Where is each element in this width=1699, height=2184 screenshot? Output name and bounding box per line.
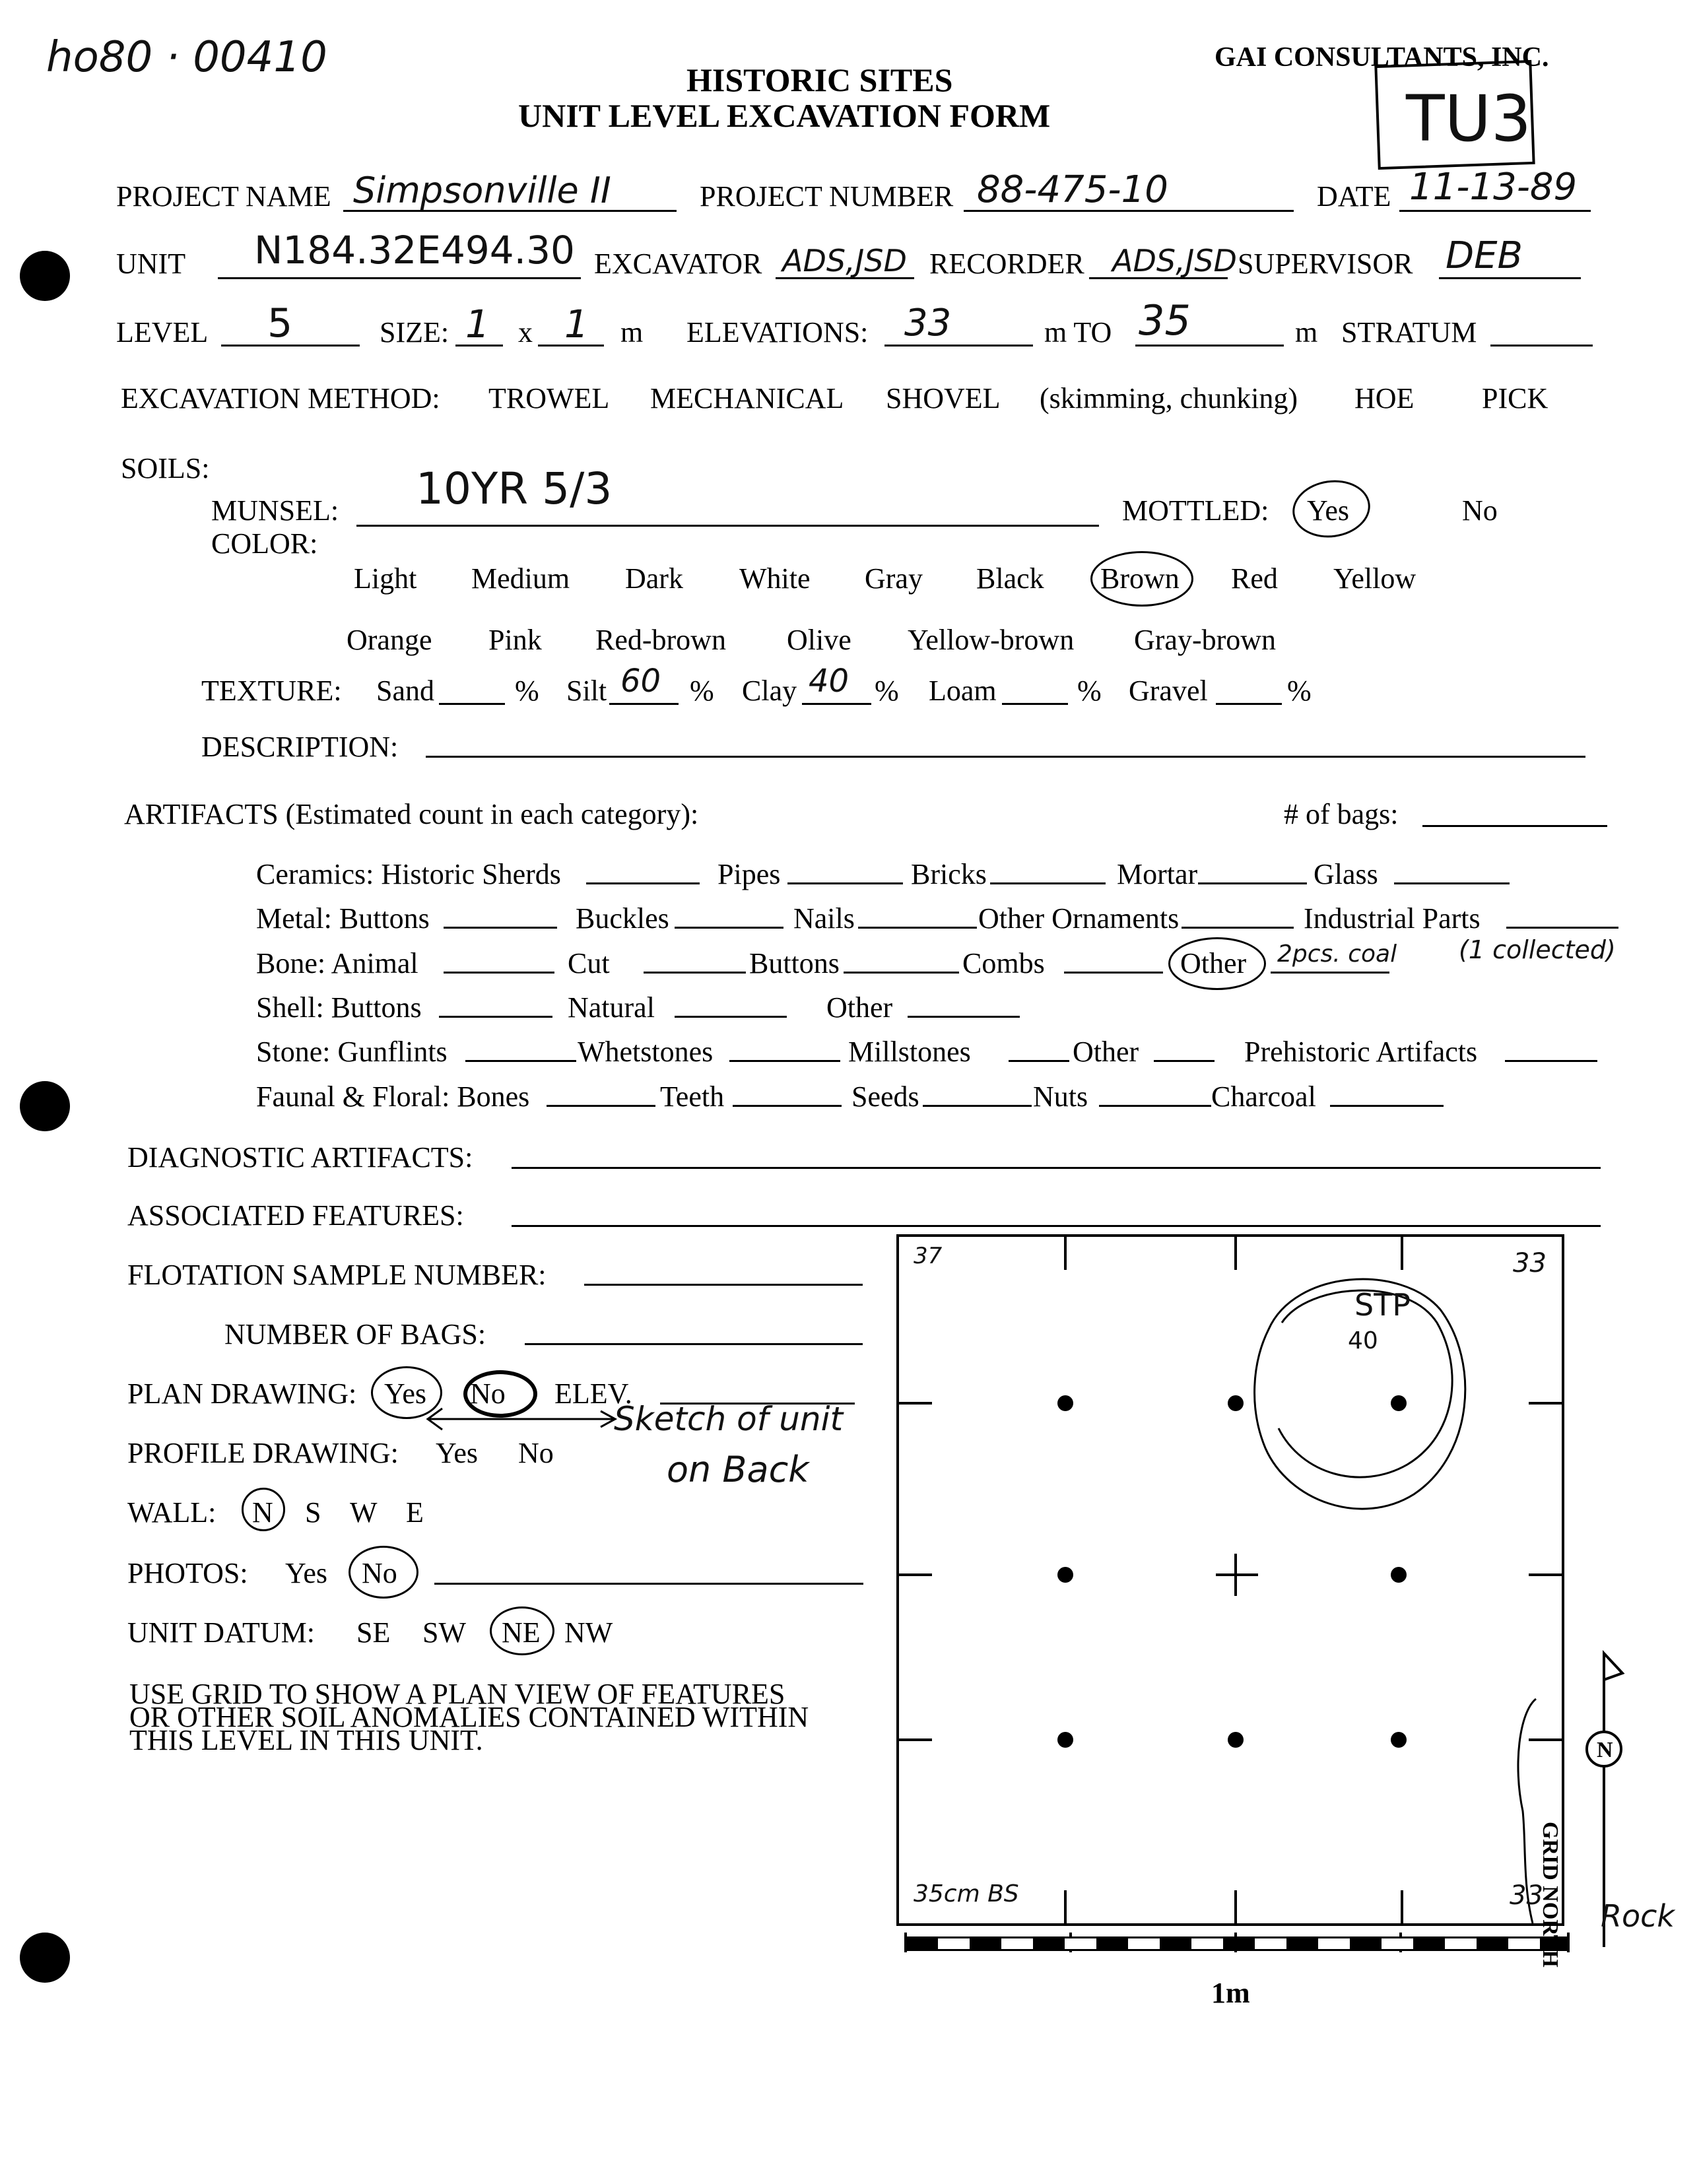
blank-line — [439, 1016, 552, 1018]
number-of-bags-line — [525, 1343, 863, 1345]
diagnostic-line — [512, 1167, 1601, 1169]
size-b-value[interactable]: 1 — [564, 302, 589, 347]
blank-line — [1154, 1060, 1215, 1062]
silt-line — [609, 703, 679, 705]
unit-value[interactable]: N184.32E494.30 — [254, 228, 575, 273]
blank-line — [908, 1016, 1020, 1018]
soils-label: SOILS: — [121, 452, 210, 484]
plan-no[interactable]: No — [470, 1377, 506, 1410]
faunal-seeds: Seeds — [851, 1080, 919, 1113]
size-a-value[interactable]: 1 — [465, 302, 490, 347]
form-title-line1: HISTORIC SITES — [686, 61, 953, 98]
grid-nw-elev: 37 — [914, 1243, 943, 1269]
color-pink[interactable]: Pink — [488, 624, 542, 656]
datum-se[interactable]: SE — [356, 1616, 391, 1649]
color-olive[interactable]: Olive — [787, 624, 851, 656]
wall-e[interactable]: E — [406, 1496, 424, 1529]
munsel-line — [356, 525, 1099, 527]
texture-sand: Sand — [376, 675, 434, 707]
blank-line — [787, 882, 903, 884]
description-line — [426, 756, 1585, 758]
project-name-value[interactable]: Simpsonville II — [353, 170, 611, 211]
stp-label: STP — [1354, 1287, 1411, 1323]
mottled-no[interactable]: No — [1462, 494, 1498, 527]
color-dark[interactable]: Dark — [625, 562, 683, 595]
blank-line — [1394, 882, 1510, 884]
blank-line — [923, 1105, 1032, 1107]
method-hoe[interactable]: HOE — [1354, 382, 1415, 414]
color-white[interactable]: White — [739, 562, 811, 595]
instructions-line2: OR OTHER SOIL ANOMALIES CONTAINED WITHIN — [129, 1701, 809, 1733]
plan-drawing-label: PLAN DRAWING: — [127, 1377, 357, 1410]
munsel-label: MUNSEL: — [211, 494, 339, 527]
gravel-line — [1216, 703, 1282, 705]
wall-n[interactable]: N — [252, 1496, 273, 1529]
color-yellow[interactable]: Yellow — [1333, 562, 1416, 595]
wall-label: WALL: — [127, 1496, 217, 1529]
pct: % — [515, 675, 539, 707]
stone-gunflints: Stone: Gunflints — [256, 1036, 448, 1068]
blank-line — [1009, 1060, 1069, 1062]
ceramics-bricks: Bricks — [911, 858, 987, 890]
method-mechanical[interactable]: MECHANICAL — [650, 382, 844, 414]
color-gray-brown[interactable]: Gray-brown — [1134, 624, 1277, 656]
method-trowel[interactable]: TROWEL — [488, 382, 610, 414]
instructions-line3: THIS LEVEL IN THIS UNIT. — [129, 1724, 483, 1756]
blank-line — [1198, 882, 1307, 884]
profile-no[interactable]: No — [518, 1437, 554, 1469]
blank-line — [547, 1105, 655, 1107]
ceramics-pipes: Pipes — [717, 858, 781, 890]
blank-line — [733, 1105, 842, 1107]
method-pick[interactable]: PICK — [1482, 382, 1549, 414]
excavator-value[interactable]: ADS,JSD — [782, 243, 907, 279]
date-value[interactable]: 11-13-89 — [1409, 166, 1578, 209]
elev-label: ELEV. — [554, 1377, 632, 1410]
pct: % — [690, 675, 714, 707]
bone-other-circle — [1168, 937, 1266, 990]
stratum-label: STRATUM — [1341, 316, 1477, 348]
associated-features-label: ASSOCIATED FEATURES: — [127, 1199, 464, 1232]
size-x: x — [518, 316, 533, 348]
metal-other-ornaments: Other Ornaments — [978, 902, 1180, 935]
sketch-note-line1: Sketch of unit — [614, 1400, 844, 1438]
clay-line — [802, 703, 871, 705]
blank-line — [1064, 972, 1163, 974]
punch-hole — [20, 1933, 70, 1983]
texture-label: TEXTURE: — [201, 675, 342, 707]
recorder-label: RECORDER — [929, 248, 1084, 280]
level-label: LEVEL — [116, 316, 209, 348]
color-brown[interactable]: Brown — [1100, 562, 1180, 595]
blank-line — [1505, 1060, 1597, 1062]
associated-line — [512, 1225, 1601, 1227]
pct: % — [1077, 675, 1102, 707]
blank-line — [465, 1060, 576, 1062]
stone-whetstones: Whetstones — [578, 1036, 714, 1068]
stp-feature-outline — [899, 1237, 1562, 1923]
bone-animal: Bone: Animal — [256, 947, 418, 979]
stone-prehistoric-artifacts: Prehistoric Artifacts — [1244, 1036, 1478, 1068]
plan-grid[interactable] — [896, 1234, 1564, 1926]
size-label: SIZE: — [380, 316, 450, 348]
datum-nw[interactable]: NW — [564, 1616, 613, 1649]
blank-line — [444, 972, 554, 974]
texture-clay: Clay — [742, 675, 797, 707]
color-gray[interactable]: Gray — [865, 562, 923, 595]
sketch-note-line2: on Back — [667, 1449, 809, 1490]
recorder-value[interactable]: ADS,JSD — [1112, 243, 1237, 279]
photos-no-circle — [349, 1546, 418, 1599]
plan-yes[interactable]: Yes — [384, 1377, 427, 1410]
color-brown-circle — [1090, 551, 1193, 607]
bags-line — [1422, 825, 1607, 827]
stone-other: Other — [1073, 1036, 1139, 1068]
faunal-charcoal: Charcoal — [1211, 1080, 1316, 1113]
supervisor-line — [1439, 277, 1581, 279]
blank-line — [675, 927, 783, 929]
wall-w[interactable]: W — [350, 1496, 378, 1529]
blank-line — [990, 882, 1106, 884]
scale-band — [904, 1936, 1570, 1951]
elev-from-line — [884, 345, 1033, 347]
date-label: DATE — [1317, 180, 1391, 213]
color-black[interactable]: Black — [976, 562, 1044, 595]
ceramics-glass: Glass — [1314, 858, 1378, 890]
sketch-arrow — [422, 1399, 620, 1439]
datum-ne[interactable]: NE — [502, 1616, 541, 1649]
wall-s[interactable]: S — [305, 1496, 321, 1529]
metal-nails: Nails — [793, 902, 855, 935]
excavation-method-label: EXCAVATION METHOD: — [121, 382, 440, 414]
artifacts-label: ARTIFACTS (Estimated count in each category): — [124, 798, 699, 830]
mottled-yes[interactable]: Yes — [1307, 494, 1350, 527]
bone-buttons: Buttons — [749, 947, 840, 979]
texture-gravel: Gravel — [1129, 675, 1208, 707]
bone-other-value[interactable]: 2pcs. coal — [1277, 941, 1397, 968]
flotation-label: FLOTATION SAMPLE NUMBER: — [127, 1259, 547, 1291]
project-number-value[interactable]: 88-475-10 — [977, 168, 1168, 211]
blank-line — [644, 972, 746, 974]
mottled-label: MOTTLED: — [1122, 494, 1269, 527]
color-red-brown[interactable]: Red-brown — [595, 624, 726, 656]
stratum-line — [1490, 345, 1593, 347]
elev-to-label: m TO — [1044, 316, 1112, 348]
elev-to-value[interactable]: 35 — [1139, 296, 1191, 345]
photos-no[interactable]: No — [362, 1557, 397, 1589]
document-id: ho80 · 00410 — [46, 33, 327, 82]
grid-ne-elev: 33 — [1513, 1248, 1547, 1278]
shell-buttons: Shell: Buttons — [256, 991, 422, 1024]
unit-line — [218, 277, 581, 279]
blank-line — [729, 1060, 840, 1062]
color-yellow-brown[interactable]: Yellow-brown — [908, 624, 1075, 656]
metal-industrial-parts: Industrial Parts — [1304, 902, 1481, 935]
grid-sw-elev: 35cm BS — [914, 1880, 1019, 1907]
grid-north-label: GRID NORTH — [1538, 1822, 1562, 1968]
scale-label: 1m — [1211, 1977, 1250, 2009]
elevations-label: ELEVATIONS: — [686, 316, 869, 348]
shell-other: Other — [826, 991, 893, 1024]
blank-line — [1506, 927, 1618, 929]
excavator-label: EXCAVATOR — [594, 248, 762, 280]
stp-number: 40 — [1348, 1327, 1378, 1354]
color-medium[interactable]: Medium — [471, 562, 570, 595]
punch-hole — [20, 1081, 70, 1131]
color-label: COLOR: — [211, 527, 318, 560]
profile-yes[interactable]: Yes — [436, 1437, 479, 1469]
pct: % — [875, 675, 899, 707]
level-value[interactable]: 5 — [267, 300, 293, 347]
munsel-value[interactable]: 10YR 5/3 — [416, 463, 613, 514]
elev-to-line — [1135, 345, 1284, 347]
form-title-line2: UNIT LEVEL EXCAVATION FORM — [518, 97, 1051, 134]
svg-text:N: N — [1597, 1738, 1613, 1762]
scale-bar — [904, 1933, 1571, 1952]
ceramics-historic-sherds: Ceramics: Historic Sherds — [256, 858, 561, 890]
faunal-teeth: Teeth — [660, 1080, 725, 1113]
blank-line — [444, 927, 557, 929]
wall-n-circle — [242, 1488, 285, 1531]
number-of-bags-label: NUMBER OF BAGS: — [224, 1318, 486, 1350]
faunal-bones: Faunal & Floral: Bones — [256, 1080, 530, 1113]
loam-line — [1002, 703, 1068, 705]
sand-line — [439, 703, 505, 705]
bags-label: # of bags: — [1284, 798, 1399, 830]
method-shovel[interactable]: SHOVEL — [886, 382, 1001, 414]
blank-line — [844, 972, 959, 974]
blank-line — [1271, 972, 1389, 974]
unit-datum-label: UNIT DATUM: — [127, 1616, 315, 1649]
datum-ne-circle — [490, 1606, 554, 1655]
flotation-line — [584, 1284, 863, 1286]
blank-line — [586, 882, 700, 884]
punch-hole — [20, 251, 70, 301]
method-shovel-note: (skimming, chunking) — [1040, 382, 1298, 414]
supervisor-value[interactable]: DEB — [1446, 234, 1523, 277]
diagnostic-artifacts-label: DIAGNOSTIC ARTIFACTS: — [127, 1141, 473, 1174]
grid-se-elev: 33 — [1510, 1880, 1543, 1911]
company-name: GAI CONSULTANTS, INC. — [1215, 42, 1549, 73]
bone-other-note[interactable]: (1 collected) — [1459, 935, 1616, 964]
mottled-yes-circle — [1289, 475, 1374, 543]
bone-combs: Combs — [962, 947, 1045, 979]
metal-buckles: Buckles — [576, 902, 669, 935]
color-red[interactable]: Red — [1231, 562, 1278, 595]
project-name-label: PROJECT NAME — [116, 180, 331, 213]
blank-line — [1182, 927, 1294, 929]
faunal-nuts: Nuts — [1033, 1080, 1088, 1113]
silt-value[interactable]: 60 — [620, 663, 661, 700]
unit-label: UNIT — [116, 248, 186, 280]
texture-loam: Loam — [929, 675, 997, 707]
clay-value[interactable]: 40 — [809, 663, 849, 700]
photos-line — [434, 1583, 863, 1585]
date-line — [1399, 210, 1591, 212]
pct: % — [1287, 675, 1312, 707]
elev-from-value[interactable]: 33 — [904, 302, 952, 345]
size-unit: m — [620, 316, 644, 348]
bone-other: Other — [1180, 947, 1247, 979]
blank-line — [1330, 1105, 1444, 1107]
color-light[interactable]: Light — [354, 562, 417, 595]
texture-silt: Silt — [566, 675, 607, 707]
stone-millstones: Millstones — [848, 1036, 971, 1068]
shell-natural: Natural — [568, 991, 655, 1024]
photos-yes[interactable]: Yes — [285, 1557, 328, 1589]
project-number-label: PROJECT NUMBER — [700, 180, 954, 213]
blank-line — [675, 1016, 787, 1018]
profile-drawing-label: PROFILE DRAWING: — [127, 1437, 399, 1469]
photos-label: PHOTOS: — [127, 1557, 248, 1589]
instructions-line1: USE GRID TO SHOW A PLAN VIEW OF FEATURES — [129, 1678, 785, 1710]
rock-label: Rock — [1601, 1898, 1675, 1934]
test-unit-label: TU3 — [1406, 82, 1531, 156]
blank-line — [1099, 1105, 1211, 1107]
elev-unit: m — [1295, 316, 1318, 348]
description-label: DESCRIPTION: — [201, 731, 399, 763]
blank-line — [858, 927, 977, 929]
color-orange[interactable]: Orange — [347, 624, 432, 656]
datum-sw[interactable]: SW — [422, 1616, 466, 1649]
metal-buttons: Metal: Buttons — [256, 902, 430, 935]
ceramics-mortar: Mortar — [1117, 858, 1198, 890]
bone-cut: Cut — [568, 947, 610, 979]
supervisor-label: SUPERVISOR — [1238, 248, 1413, 280]
